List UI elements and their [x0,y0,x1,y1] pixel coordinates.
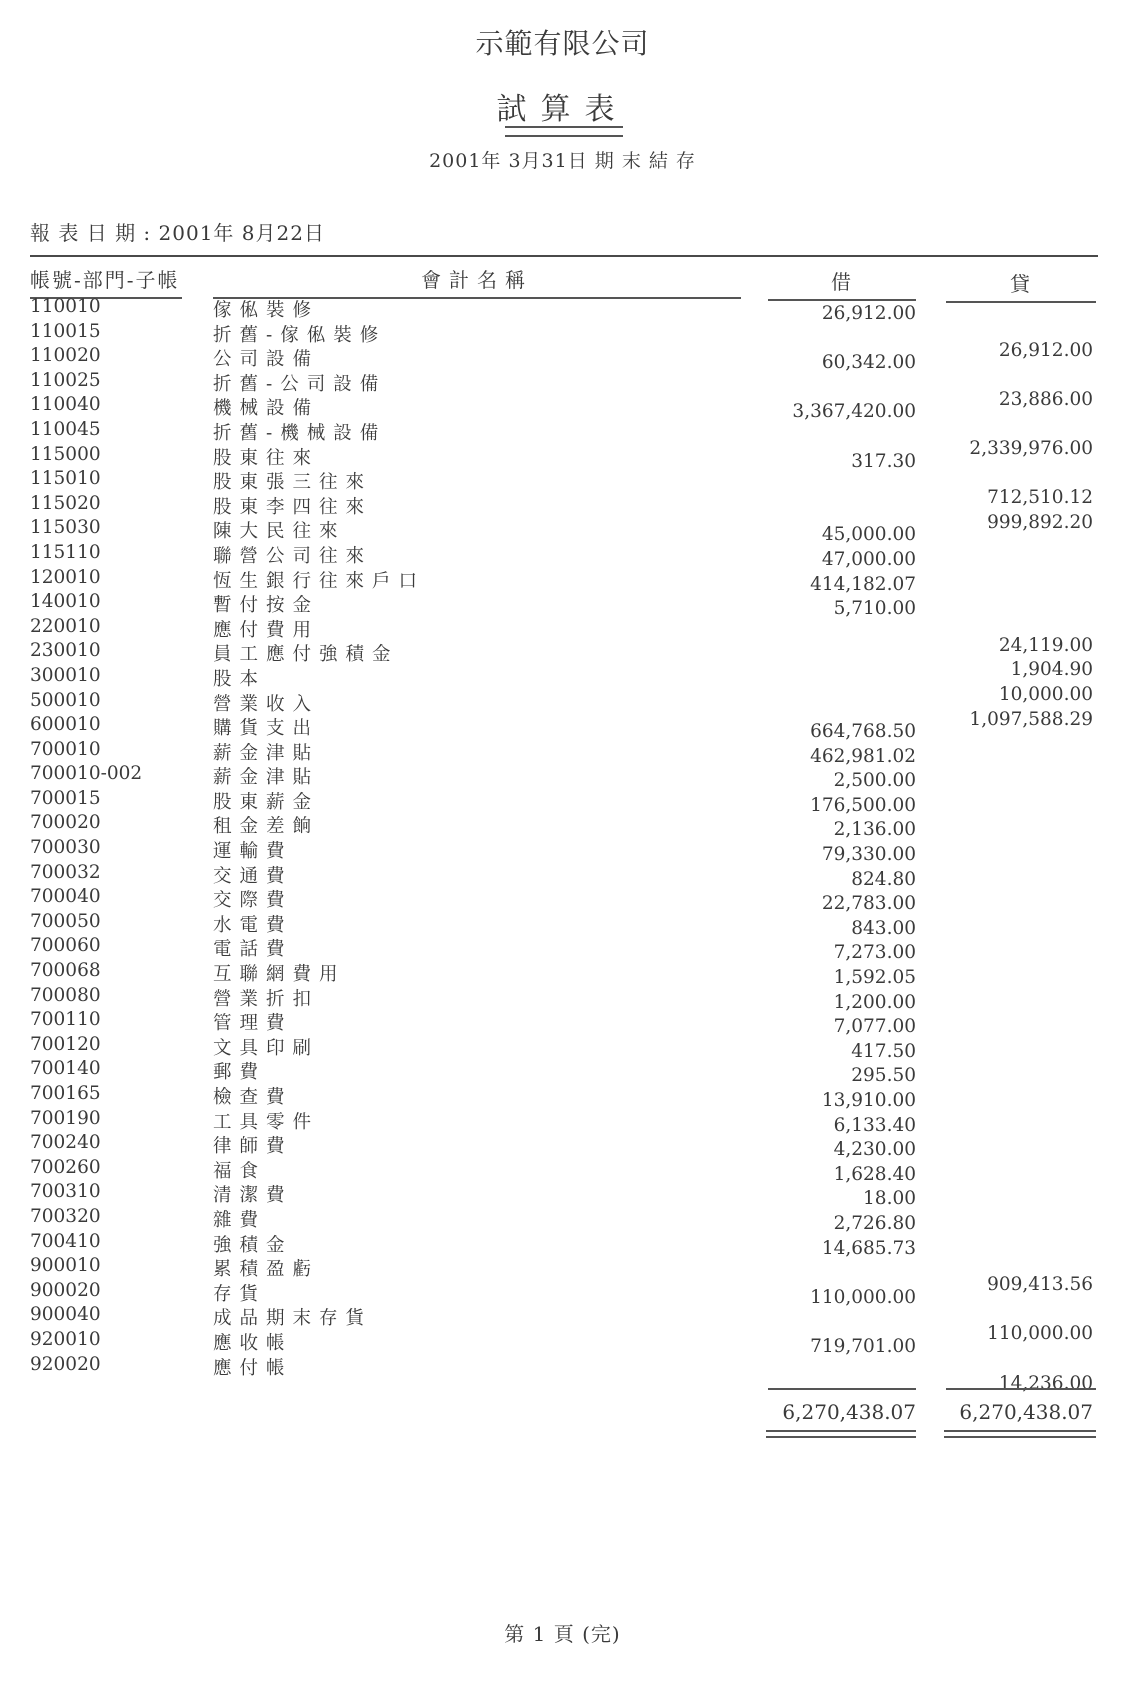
account-name: 營業收入 [213,693,320,715]
table-row [0,1205,1125,1234]
debit-amount: 3,367,420.00 [792,401,916,423]
table-row [0,443,1125,472]
account-name: 股東張三往來 [213,472,373,494]
credit-amount: 10,000.00 [998,683,1093,705]
table-row [0,1033,1125,1062]
account-code: 700240 [30,1132,101,1154]
ledger-rows [0,296,1125,1394]
debit-amount: 7,077.00 [833,1016,916,1038]
account-code: 110020 [30,345,101,367]
account-code: 110025 [30,369,101,391]
account-code: 700060 [30,935,101,957]
account-name: 員工應付強積金 [213,644,399,666]
credit-amount: 909,413.56 [987,1274,1093,1296]
column-header-account: 帳號-部門-子帳 [30,264,182,299]
table-row [0,1083,1125,1111]
debit-amount: 2,136.00 [833,819,916,841]
account-name: 管理費 [213,1013,293,1035]
debit-amount: 4,230.00 [833,1139,916,1161]
account-name: 公司設備 [213,349,320,371]
debit-amount: 79,330.00 [821,844,916,866]
debit-double-underline [766,1430,916,1438]
debit-amount: 295.50 [851,1065,916,1087]
account-code: 920010 [30,1328,101,1350]
account-code: 140010 [30,591,101,613]
account-code: 115020 [30,492,101,514]
account-code: 115030 [30,517,101,539]
account-name: 購貨支出 [213,718,320,740]
table-row [0,541,1125,570]
debit-amount: 2,726.80 [833,1212,916,1234]
debit-amount: 6,133.40 [833,1114,916,1136]
account-name: 清潔費 [213,1185,293,1207]
account-name: 福食 [213,1160,267,1182]
debit-amount: 5,710.00 [833,598,916,620]
debit-amount: 317.30 [851,450,916,472]
account-code: 110045 [30,418,101,440]
account-code: 300010 [30,664,101,686]
account-code: 700260 [30,1156,101,1178]
table-row [0,714,1125,743]
account-name: 陳大民往來 [213,521,346,543]
table-row [0,984,1125,1013]
account-code: 110010 [30,296,101,317]
credit-amount: 23,886.00 [998,388,1093,410]
table-row [0,1156,1125,1185]
account-name: 薪金津貼 [213,742,320,764]
column-header-debit: 借 [768,266,916,301]
table-row [0,763,1125,792]
credit-amount: 712,510.12 [987,487,1093,509]
credit-amount: 110,000.00 [987,1323,1093,1345]
table-row [0,345,1125,374]
table-row [0,861,1125,890]
debit-amount: 22,783.00 [821,893,916,915]
debit-amount: 1,200.00 [833,991,916,1013]
account-name: 應付帳 [213,1357,293,1379]
account-name: 互聯網費用 [213,964,346,986]
debit-amount: 26,912.00 [821,303,916,324]
debit-amount: 664,768.50 [810,721,916,743]
table-row [0,1058,1125,1087]
account-name: 郵費 [213,1062,267,1084]
account-name: 存貨 [213,1283,267,1305]
account-code: 920020 [30,1353,101,1375]
table-row [0,1353,1125,1394]
table-row [0,886,1125,915]
table-row [0,1009,1125,1038]
account-name: 股東李四往來 [213,496,373,518]
account-code: 600010 [30,714,101,736]
account-code: 700040 [30,886,101,908]
account-name: 暫付按金 [213,595,320,617]
account-name: 累積盈虧 [213,1259,320,1281]
account-code: 700020 [30,812,101,834]
account-code: 700050 [30,910,101,932]
account-code: 700320 [30,1205,101,1227]
account-code: 220010 [30,615,101,637]
table-row [0,1328,1125,1357]
account-name: 工具零件 [213,1111,320,1133]
account-name: 營業折扣 [213,988,320,1010]
report-period: 2001年 3月31日 期 末 結 存 [429,150,696,172]
column-header-name: 會計名稱 [213,264,741,299]
account-name: 交通費 [213,865,293,887]
table-row [0,566,1125,595]
account-code: 700110 [30,1009,101,1031]
debit-sum-rule [768,1388,916,1390]
account-name: 恆生銀行往來戶口 [213,570,426,592]
table-row [0,812,1125,841]
debit-amount: 176,500.00 [810,794,916,816]
account-name: 成品期末存貨 [213,1308,373,1330]
credit-amount: 1,904.90 [1010,659,1093,681]
credit-amount: 1,097,588.29 [969,708,1093,730]
header-rule [30,255,1098,257]
table-row [0,910,1125,939]
account-code: 700068 [30,960,101,982]
account-code: 115000 [30,443,101,465]
account-name: 文具印刷 [213,1037,320,1059]
account-name: 雜費 [213,1209,267,1231]
account-code: 700080 [30,984,101,1006]
debit-amount: 2,500.00 [833,770,916,792]
table-row [0,1279,1125,1308]
account-code: 900020 [30,1279,101,1301]
account-code: 700032 [30,861,101,883]
total-debit: 6,270,438.07 [782,1400,916,1424]
account-name: 律師費 [213,1136,293,1158]
table-row [0,1230,1125,1259]
account-name: 傢俬裝修 [213,300,320,321]
credit-double-underline [944,1430,1096,1438]
account-name: 聯營公司往來 [213,545,373,567]
account-code: 115010 [30,468,101,490]
account-name: 強積金 [213,1234,293,1256]
report-date: 報 表 日 期 : 2001年 8月22日 [30,221,325,245]
total-credit: 6,270,438.07 [959,1400,1093,1424]
account-name: 股東往來 [213,447,320,469]
account-code: 110040 [30,394,101,416]
table-row [0,837,1125,866]
table-row [0,394,1125,423]
company-name: 示範有限公司 [475,27,650,60]
debit-amount: 1,628.40 [833,1163,916,1185]
account-name: 機械設備 [213,398,320,420]
account-code: 900040 [30,1304,101,1326]
debit-amount: 45,000.00 [821,524,916,546]
account-code: 700010 [30,738,101,760]
table-row [0,1107,1125,1136]
debit-amount: 7,273.00 [833,942,916,964]
credit-amount: 999,892.20 [987,511,1093,533]
debit-amount: 462,981.02 [810,745,916,767]
table-row [0,296,1125,324]
account-code: 700140 [30,1058,101,1080]
table-row [0,517,1125,546]
account-code: 700310 [30,1181,101,1203]
account-name: 折舊-機械設備 [213,422,387,444]
account-code: 110015 [30,320,101,342]
table-row [0,591,1125,620]
account-code: 700165 [30,1083,101,1104]
account-code: 230010 [30,640,101,662]
debit-amount: 18.00 [863,1188,916,1210]
debit-amount: 60,342.00 [821,352,916,374]
debit-amount: 110,000.00 [810,1286,916,1308]
credit-sum-rule [946,1388,1096,1390]
credit-amount: 14,236.00 [998,1372,1093,1394]
account-name: 檢查費 [213,1087,293,1108]
account-name: 運輸費 [213,841,293,863]
debit-amount: 843.00 [851,917,916,939]
report-title: 試算表 [496,92,629,127]
debit-amount: 1,592.05 [833,967,916,989]
account-name: 股東薪金 [213,791,320,813]
table-row [0,787,1125,816]
account-name: 應收帳 [213,1332,293,1354]
debit-amount: 47,000.00 [821,548,916,570]
table-row [0,738,1125,767]
debit-amount: 824.80 [851,868,916,890]
account-name: 交際費 [213,890,293,912]
table-row [0,960,1125,989]
account-code: 500010 [30,689,101,711]
account-code: 700190 [30,1107,101,1129]
table-row [0,935,1125,964]
debit-amount: 719,701.00 [810,1335,916,1357]
account-code: 700015 [30,787,101,809]
account-code: 900010 [30,1255,101,1277]
account-code: 115110 [30,541,101,563]
credit-amount: 24,119.00 [998,634,1093,656]
credit-amount: 2,339,976.00 [969,437,1093,459]
account-name: 應付費用 [213,619,320,641]
table-row [0,1132,1125,1161]
credit-amount: 26,912.00 [998,339,1093,361]
account-code: 700120 [30,1033,101,1055]
debit-amount: 13,910.00 [821,1090,916,1111]
account-name: 電話費 [213,939,293,961]
account-code: 700410 [30,1230,101,1252]
account-name: 薪金津貼 [213,767,320,789]
page-footer: 第 1 頁 (完) [504,1622,621,1646]
table-row [0,1181,1125,1210]
account-code: 700030 [30,837,101,859]
account-name: 折舊-傢俬裝修 [213,324,387,346]
account-name: 折舊-公司設備 [213,373,387,395]
debit-amount: 417.50 [851,1040,916,1062]
column-header-credit: 貸 [946,268,1096,303]
account-name: 租金差餉 [213,816,320,838]
account-name: 股本 [213,668,267,690]
account-name: 水電費 [213,914,293,936]
debit-amount: 414,182.07 [810,573,916,595]
account-code: 120010 [30,566,101,588]
debit-amount: 14,685.73 [821,1237,916,1259]
title-double-underline [505,126,623,137]
account-code: 700010-002 [30,763,143,785]
